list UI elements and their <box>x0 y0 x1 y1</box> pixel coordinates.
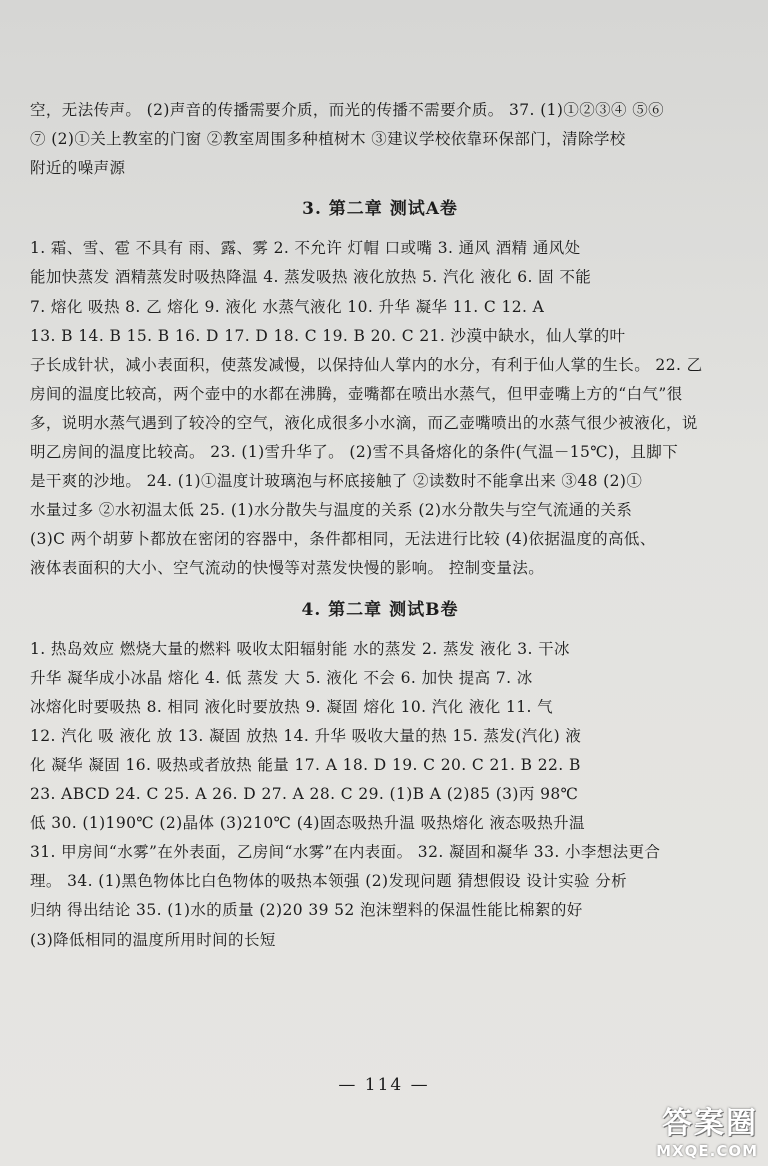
text-line: 液体表面积的大小、空气流动的快慢等对蒸发快慢的影响。 控制变量法。 <box>30 559 545 578</box>
text-line: (3)降低相同的温度所用时间的长短 <box>30 930 276 949</box>
text-line: 房间的温度比较高，两个壶中的水都在沸腾，壶嘴都在喷出水蒸气，但甲壶嘴上方的“白气”很 <box>30 384 683 403</box>
section-test-a-answers <box>30 234 730 583</box>
section-title-test-b: 4. 第二章 测试B卷 <box>301 599 459 620</box>
text-line: (3)C 两个胡萝卜都放在密闭的容器中，条件都相同，无法进行比较 (4)依据温度的高低、 <box>30 530 656 549</box>
section-title-test-a: 3. 第二章 测试A卷 <box>302 199 458 220</box>
answer-content <box>30 96 730 955</box>
text-line: 13. B 14. B 15. B 16. D 17. D 18. C 19. B 20. C 21. 沙漠中缺水，仙人掌的叶 <box>30 326 626 345</box>
intro-answers <box>30 96 730 183</box>
text-line: 是干爽的沙地。 24. (1)①温度计玻璃泡与杯底接触了 ②读数时不能拿出来 ③48 (2)① <box>30 472 643 491</box>
site-watermark-logo <box>638 1098 758 1160</box>
watermark-text: 答案圈 <box>662 1106 758 1141</box>
text-line: 水量过多 ②水初温太低 25. (1)水分散失与温度的关系 (2)水分散失与空气流通的关系 <box>30 501 633 520</box>
text-line: 能加快蒸发 酒精蒸发时吸热降温 4. 蒸发吸热 液化放热 5. 汽化 液化 6. 固 不能 <box>30 268 592 287</box>
text-line: 1. 热岛效应 燃烧大量的燃料 吸收太阳辐射能 水的蒸发 2. 蒸发 液化 3. 干冰 <box>30 639 570 658</box>
text-line: 冰熔化时要吸热 8. 相同 液化时要放热 9. 凝固 熔化 10. 汽化 液化 11. 气 <box>30 697 554 716</box>
text-line: 化 凝华 凝固 16. 吸热或者放热 能量 17. A 18. D 19. C 20. C 21. B 22. B <box>30 755 581 774</box>
text-line: 23. ABCD 24. C 25. A 26. D 27. A 28. C 29. (1)B A (2)85 (3)丙 98℃ <box>30 785 579 804</box>
text-line: ⑦ (2)①关上教室的门窗 ②教室周围多种植树木 ③建议学校依靠环保部门，清除学校 <box>30 130 626 149</box>
text-line: 归纳 得出结论 35. (1)水的质量 (2)20 39 52 泡沫塑料的保温性能比棉絮的好 <box>30 901 583 920</box>
text-line: 7. 熔化 吸热 8. 乙 熔化 9. 液化 水蒸气液化 10. 升华 凝华 11. C 12. A <box>30 297 545 316</box>
text-line: 多，说明水蒸气遇到了较冷的空气，液化成很多小水滴，而乙壶嘴喷出的水蒸气很少被液化，说 <box>30 413 698 432</box>
text-line: 附近的噪声源 <box>30 159 126 178</box>
text-line: 空，无法传声。 (2)声音的传播需要介质，而光的传播不需要介质。 37. (1)①②③④ ⑤⑥ <box>30 101 665 119</box>
text-line: 1. 霜、雪、雹 不具有 雨、露、雾 2. 不允许 灯帽 口或嘴 3. 通风 酒精 通风处 <box>30 239 581 258</box>
text-line: 子长成针状，减小表面积，使蒸发减慢，以保持仙人掌内的水分，有利于仙人掌的生长。 22. 乙 <box>30 355 703 374</box>
section-test-b-answers <box>30 635 730 955</box>
watermark-url: MXQE.COM <box>656 1142 758 1160</box>
text-line: 明乙房间的温度比较高。 23. (1)雪升华了。 (2)雪不具备熔化的条件(气温－15℃)，且脚下 <box>30 443 679 462</box>
text-line: 12. 汽化 吸 液化 放 13. 凝固 放热 14. 升华 吸收大量的热 15. 蒸发(汽化) 液 <box>30 726 582 745</box>
text-line: 低 30. (1)190℃ (2)晶体 (3)210℃ (4)固态吸热升温 吸热熔化 液态吸热升温 <box>30 814 585 833</box>
page-number: — 114 — <box>338 1075 430 1095</box>
text-line: 理。 34. (1)黑色物体比白色物体的吸热本领强 (2)发现问题 猜想假设 设计实验 分析 <box>30 872 628 891</box>
text-line: 升华 凝华成小冰晶 熔化 4. 低 蒸发 大 5. 液化 不会 6. 加快 提高 7. 冰 <box>30 668 533 687</box>
text-line: 31. 甲房间“水雾”在外表面，乙房间“水雾”在内表面。 32. 凝固和凝华 33. 小李想法更合 <box>30 843 661 862</box>
